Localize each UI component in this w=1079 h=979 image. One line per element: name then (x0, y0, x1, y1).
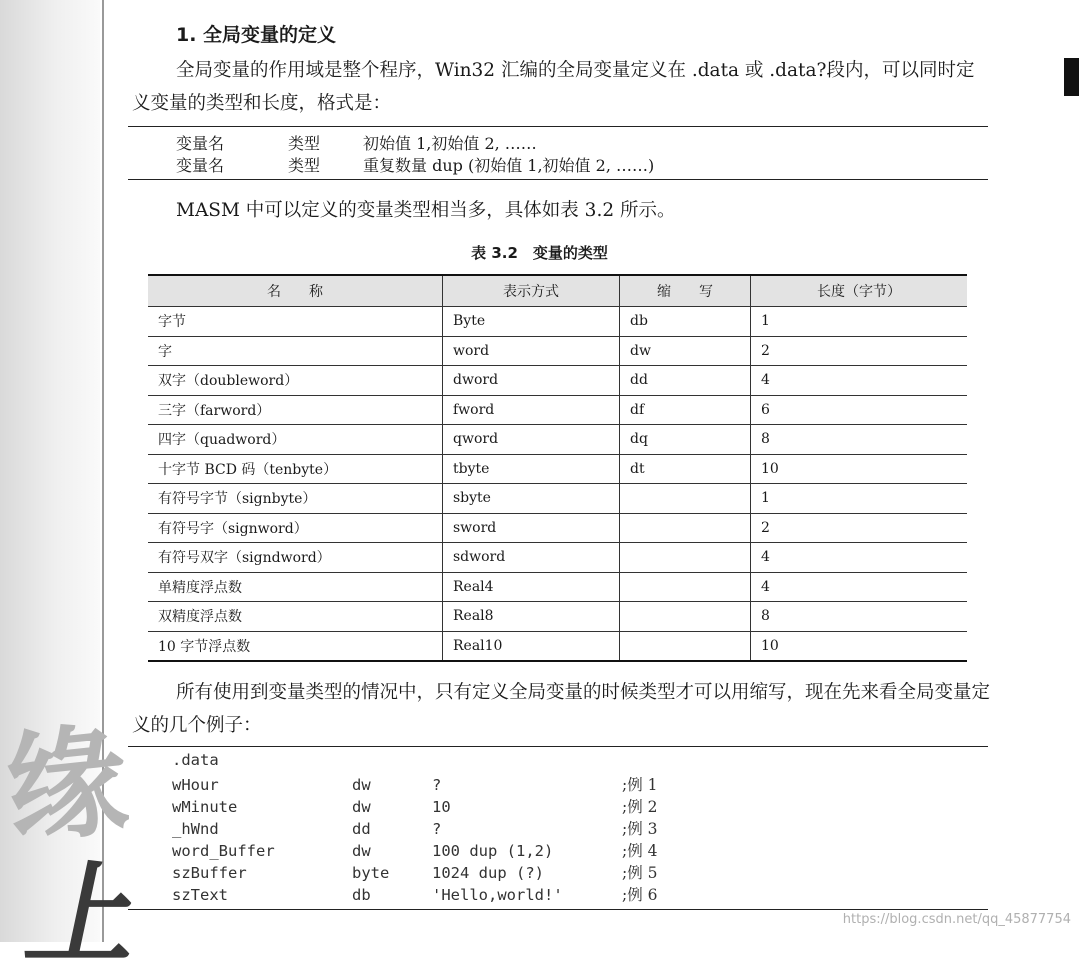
code-var: word_Buffer (172, 842, 275, 860)
code-comment: ;例 6 (622, 886, 658, 904)
code-var: wHour (172, 776, 219, 794)
cell-representation: fword (443, 395, 620, 425)
examples-paragraph: 所有使用到变量类型的情况中，只有定义全局变量的时候类型才可以用缩写，现在先来看全局变量定义的几个例子： (132, 682, 991, 736)
code-value: 'Hello,world!' (432, 886, 563, 904)
code-line (172, 795, 658, 817)
code-value: ? (432, 820, 442, 838)
cell-representation: qword (443, 425, 620, 455)
format-line: 变量名 类型 初始值 1,初始值 2, …… (176, 134, 537, 153)
table-row (148, 543, 967, 573)
variable-types-table (148, 274, 967, 662)
cell-representation: dword (443, 366, 620, 396)
cell-name: 双字（doubleword） (148, 366, 443, 396)
code-var: szText (172, 886, 228, 904)
cell-abbreviation (620, 543, 751, 573)
cell-length: 10 (751, 631, 968, 661)
table-row (148, 513, 967, 543)
code-line (172, 839, 658, 861)
header-abbreviation: 缩 写 (620, 275, 751, 307)
format-box (128, 126, 988, 180)
code-comment: ;例 4 (622, 842, 658, 860)
table-row (148, 425, 967, 455)
table-row (148, 395, 967, 425)
cell-name: 四字（quadword） (148, 425, 443, 455)
watermark-url: https://blog.csdn.net/qq_45877754 (842, 912, 1071, 927)
cell-name: 字节 (148, 307, 443, 337)
cell-abbreviation (620, 513, 751, 543)
margin-glyph-bottom: 上 (16, 850, 154, 979)
cell-abbreviation (620, 572, 751, 602)
cell-name: 有符号字（signword） (148, 513, 443, 543)
code-value: 100 dup (1,2) (432, 842, 554, 860)
code-var: wMinute (172, 798, 238, 816)
intro-paragraph: 全局变量的作用域是整个程序，Win32 汇编的全局变量定义在 .data 或 .data?段内，可以同时定义变量的类型和长度，格式是： (132, 60, 975, 114)
table-row (148, 454, 967, 484)
table-caption: 表 3.2 变量的类型 (471, 244, 608, 262)
table-row (148, 366, 967, 396)
cell-representation: tbyte (443, 454, 620, 484)
code-line (172, 883, 658, 905)
code-line (172, 773, 658, 795)
cell-abbreviation (620, 631, 751, 661)
header-representation: 表示方式 (443, 275, 620, 307)
cell-representation: Real10 (443, 631, 620, 661)
cell-name: 有符号双字（signdword） (148, 543, 443, 573)
cell-abbreviation: dw (620, 336, 751, 366)
cell-representation: sbyte (443, 484, 620, 514)
cell-abbreviation (620, 602, 751, 632)
code-value: ? (432, 776, 442, 794)
cell-length: 8 (751, 602, 968, 632)
code-comment: ;例 3 (622, 820, 658, 838)
cell-length: 1 (751, 307, 968, 337)
cell-name: 单精度浮点数 (148, 572, 443, 602)
code-type: dw (352, 798, 371, 816)
section-heading: 1. 全局变量的定义 (176, 24, 337, 46)
cell-abbreviation: dt (620, 454, 751, 484)
code-type: dw (352, 842, 371, 860)
cell-representation: sdword (443, 543, 620, 573)
format-line: 变量名 类型 重复数量 dup (初始值 1,初始值 2, ……) (176, 156, 655, 175)
cell-length: 8 (751, 425, 968, 455)
code-comment: ;例 2 (622, 798, 658, 816)
code-value: 1024 dup (?) (432, 864, 544, 882)
margin-glyph-top: 缘 (0, 709, 135, 862)
cell-representation: Real8 (443, 602, 620, 632)
code-comment: ;例 1 (622, 776, 658, 794)
table-row (148, 572, 967, 602)
cell-name: 三字（farword） (148, 395, 443, 425)
cell-name: 10 字节浮点数 (148, 631, 443, 661)
code-line (172, 861, 658, 883)
cell-abbreviation (620, 484, 751, 514)
table-row (148, 307, 967, 337)
masm-paragraph: MASM 中可以定义的变量类型相当多，具体如表 3.2 所示。 (176, 200, 676, 221)
cell-length: 2 (751, 336, 968, 366)
code-type: dd (352, 820, 371, 838)
code-var: szBuffer (172, 864, 247, 882)
cell-name: 十字节 BCD 码（tenbyte） (148, 454, 443, 484)
header-name: 名 称 (148, 275, 443, 307)
table-row (148, 602, 967, 632)
code-line (172, 817, 658, 839)
cell-name: 双精度浮点数 (148, 602, 443, 632)
code-value: 10 (432, 798, 451, 816)
table-header-row (148, 275, 967, 307)
table-row (148, 336, 967, 366)
code-var: _hWnd (172, 820, 219, 838)
cell-length: 4 (751, 543, 968, 573)
cell-length: 10 (751, 454, 968, 484)
table-row (148, 484, 967, 514)
code-comment: ;例 5 (622, 864, 658, 882)
cell-length: 1 (751, 484, 968, 514)
page-edge-mark (1064, 58, 1079, 96)
code-directive: .data (172, 751, 219, 769)
cell-length: 2 (751, 513, 968, 543)
cell-abbreviation: dd (620, 366, 751, 396)
code-type: db (352, 886, 371, 904)
code-example (128, 746, 988, 910)
header-length: 长度（字节） (751, 275, 968, 307)
cell-length: 4 (751, 572, 968, 602)
cell-name: 字 (148, 336, 443, 366)
cell-abbreviation: df (620, 395, 751, 425)
cell-representation: Real4 (443, 572, 620, 602)
cell-length: 4 (751, 366, 968, 396)
table-row (148, 631, 967, 661)
cell-length: 6 (751, 395, 968, 425)
cell-name: 有符号字节（signbyte） (148, 484, 443, 514)
cell-representation: Byte (443, 307, 620, 337)
cell-representation: word (443, 336, 620, 366)
cell-representation: sword (443, 513, 620, 543)
cell-abbreviation: dq (620, 425, 751, 455)
cell-abbreviation: db (620, 307, 751, 337)
code-type: byte (352, 864, 390, 882)
code-type: dw (352, 776, 371, 794)
